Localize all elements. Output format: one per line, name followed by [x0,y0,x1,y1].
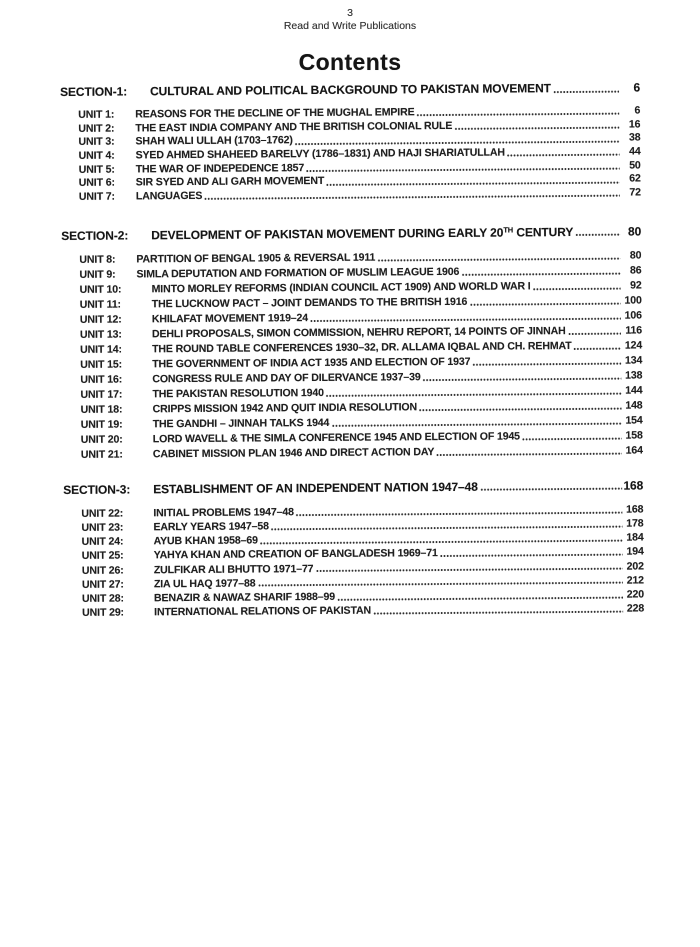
dot-leader [271,524,623,531]
unit-title: MINTO MORLEY REFORMS (INDIAN COUNCIL ACT 1909) AND WORLD WAR I [151,280,531,296]
unit-title: CONGRESS RULE AND DAY OF DILERVANCE 1937–39 [152,370,421,386]
unit-title: THE LUCKNOW PACT – JOINT DEMANDS TO THE BRITISH 1916 [151,295,468,311]
unit-title: THE ROUND TABLE CONFERENCES 1930–32, DR. ALLAMA IQBAL AND CH. REHMAT [152,339,572,356]
unit-page-number: 86 [629,264,642,277]
unit-title: CRIPPS MISSION 1942 AND QUIT INDIA RESOLUTION [152,401,418,416]
section-label: SECTION-2: [61,228,129,243]
unit-label: UNIT 3: [78,135,115,149]
unit-title: SIR SYED AND ALI GARH MOVEMENT [135,175,325,189]
unit-label: UNIT 16: [80,373,123,386]
dot-leader [373,609,623,615]
section-title-text: DEVELOPMENT OF PAKISTAN MOVEMENT DURING EARLY 20 [151,225,504,243]
dot-leader [337,595,623,601]
unit-title: INTERNATIONAL RELATIONS OF PAKISTAN [154,604,372,619]
unit-title: CABINET MISSION PLAN 1946 AND DIRECT ACTION DAY [152,445,435,461]
dot-leader [574,347,622,351]
section-page-number: 80 [627,224,642,239]
unit-page-number: 124 [624,339,643,352]
unit-label: UNIT 19: [80,418,123,431]
unit-page-number: 92 [630,279,642,292]
dot-leader [295,139,620,146]
unit-page-number: 220 [626,588,645,601]
unit-label: UNIT 18: [80,403,123,416]
unit-page-number: 16 [628,118,641,131]
unit-page-number: 138 [625,369,643,382]
unit-page-number: 62 [629,172,641,185]
section-title-superscript: TH [503,225,514,235]
dot-leader [480,487,622,492]
unit-label: UNIT 27: [81,578,124,591]
unit-label: UNIT 4: [78,149,115,162]
unit-page-number: 44 [629,145,641,158]
section-title [153,480,478,498]
toc-unit-group [60,104,641,204]
toc-section-row [61,224,641,244]
unit-title: SYED AHMED SHAHEED BARELVY (1786–1831) AND HAJI SHARIATULLAH [135,146,505,162]
contents-title: Contents [298,49,402,75]
unit-title: YAHYA KHAN AND CREATION OF BANGLADESH 1969–71 [153,547,438,562]
unit-page-number: 158 [625,429,643,442]
unit-label: UNIT 10: [79,283,122,296]
section-title [151,225,573,243]
unit-label: UNIT 26: [81,564,124,577]
dot-leader [416,112,619,118]
unit-title: THE EAST INDIA COMPANY AND THE BRITISH COLONIAL RULE [135,119,453,135]
unit-title: AYUB KHAN 1958–69 [153,534,258,548]
dot-leader [326,392,622,398]
toc-unit-row [63,443,643,463]
unit-page-number: 164 [625,444,643,457]
section-title [150,81,551,99]
unit-page-number: 212 [626,574,644,587]
unit-title: DEHLI PROPOSALS, SIMON COMMISSION, NEHRU REPORT, 14 POINTS OF JINNAH [151,324,566,341]
section-title-text: CULTURAL AND POLITICAL BACKGROUND TO PAKISTAN MOVEMENT [149,81,551,99]
section-label: SECTION-1: [60,84,128,99]
unit-label: UNIT 13: [79,328,122,341]
toc-section-row [60,80,640,100]
unit-page-number: 106 [624,309,642,322]
toc-section-row [63,478,643,498]
unit-label: UNIT 23: [81,521,124,534]
unit-page-number: 144 [625,384,643,397]
unit-label: UNIT 1: [78,108,115,121]
unit-page-number: 38 [628,131,641,144]
unit-label: UNIT 20: [80,433,123,446]
unit-label: UNIT 28: [81,592,124,605]
unit-page-number: 134 [624,354,643,367]
unit-page-number: 194 [626,545,644,558]
running-header [0,0,700,33]
dot-leader [440,553,623,558]
unit-title: THE GOVERNMENT OF INDIA ACT 1935 AND ELECTION OF 1937 [152,355,471,371]
publisher-name: Read and Write Publications [283,20,417,32]
dot-leader [469,302,620,307]
unit-title: BENAZIR & NAWAZ SHARIF 1988–99 [153,590,336,605]
unit-page-number: 80 [629,249,642,262]
dot-leader [296,510,623,517]
unit-label: UNIT 11: [79,298,121,311]
unit-title: ZIA UL HAQ 1977–88 [153,577,256,591]
unit-label: UNIT 22: [81,507,124,520]
dot-leader [331,422,621,428]
table-of-contents [60,80,644,620]
unit-title: INITIAL PROBLEMS 1947–48 [153,505,294,520]
dot-leader [377,257,620,263]
dot-leader [436,452,622,457]
unit-label: UNIT 21: [80,448,123,461]
dot-leader [423,377,622,383]
unit-title: KHILAFAT MOVEMENT 1919–24 [151,311,309,326]
unit-title: THE GANDHI – JINNAH TALKS 1944 [152,416,330,431]
dot-leader [553,89,619,94]
unit-label: UNIT 6: [78,177,115,190]
dot-leader [204,194,620,201]
dot-leader [575,233,620,237]
unit-page-number: 184 [626,531,644,544]
dot-leader [472,362,621,367]
unit-page-number: 178 [626,517,644,530]
dot-leader [257,581,623,588]
section-title-text: ESTABLISHMENT OF AN INDEPENDENT NATION 1947–48 [153,479,478,497]
toc-unit-group [63,502,644,620]
unit-page-number: 50 [629,159,641,172]
unit-page-number: 154 [625,414,643,427]
unit-label: UNIT 5: [78,163,115,176]
dot-leader [568,332,621,336]
unit-page-number: 72 [629,186,641,199]
section-page-number: 168 [623,478,644,493]
unit-label: UNIT 24: [81,535,124,549]
unit-label: UNIT 12: [79,313,122,326]
unit-label: UNIT 2: [78,122,115,135]
dot-leader [522,437,622,442]
dot-leader [310,317,621,323]
unit-label: UNIT 14: [80,343,122,356]
dot-leader [315,567,622,573]
dot-leader [419,407,622,413]
unit-title: SIMLA DEPUTATION AND FORMATION OF MUSLIM LEAGUE 1906 [136,265,460,281]
unit-label: UNIT 17: [80,388,123,401]
section-page-number: 6 [633,80,641,95]
unit-title: REASONS FOR THE DECLINE OF THE MUGHAL EMPIRE [135,106,415,121]
unit-title: EARLY YEARS 1947–58 [153,520,269,534]
section-label: SECTION-3: [63,482,131,497]
unit-label: UNIT 7: [78,190,115,203]
unit-label: UNIT 29: [82,606,124,619]
unit-label: UNIT 9: [79,268,116,281]
dot-leader [306,167,620,173]
unit-page-number: 6 [634,104,641,117]
unit-title: LANGUAGES [135,190,203,203]
dot-leader [454,125,619,130]
dot-leader [507,153,620,158]
unit-page-number: 202 [626,559,644,573]
dot-leader [260,538,623,545]
dot-leader [326,180,620,186]
unit-page-number: 100 [624,294,642,307]
unit-label: UNIT 15: [80,358,123,371]
unit-title: SHAH WALI ULLAH (1703–1762) [135,134,293,148]
dot-leader [533,287,621,292]
toc-unit-group [61,248,643,463]
unit-label: UNIT 25: [81,549,124,563]
unit-title: LORD WAVELL & THE SIMLA CONFERENCE 1945 AND ELECTION OF 1945 [152,430,520,446]
unit-page-number: 148 [625,399,643,412]
unit-label: UNIT 8: [79,253,116,266]
unit-page-number: 228 [626,602,645,615]
page-number-top: 3 [347,7,353,19]
dot-leader [461,272,620,277]
unit-title: THE WAR OF INDEPEDENCE 1857 [135,161,305,176]
section-title-text-after: CENTURY [513,224,574,240]
unit-title: THE PAKISTAN RESOLUTION 1940 [152,386,324,401]
unit-title: ZULFIKAR ALI BHUTTO 1971–77 [153,562,314,576]
unit-title: PARTITION OF BENGAL 1905 & REVERSAL 1911 [136,251,376,266]
unit-page-number: 168 [626,503,644,516]
unit-page-number: 116 [625,324,642,337]
